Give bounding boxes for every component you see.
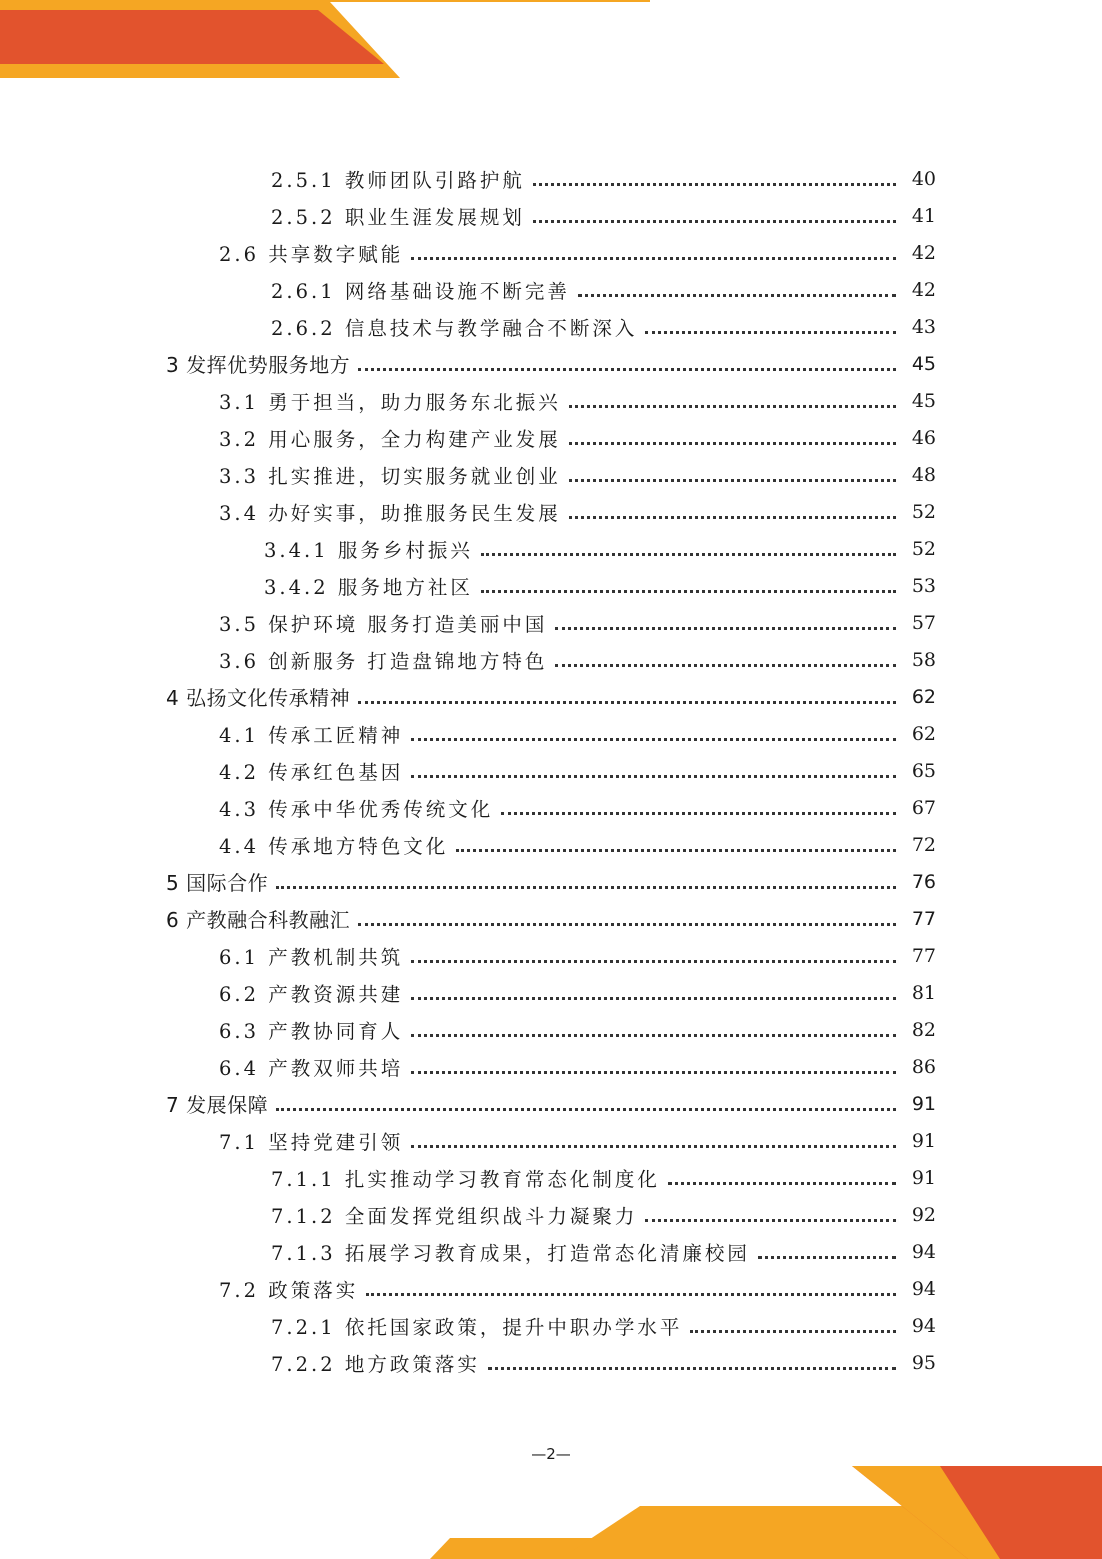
toc-entry-page: 91: [911, 1129, 936, 1152]
toc-dot-leader: [358, 701, 896, 704]
toc-entry-page: 94: [911, 1240, 936, 1263]
toc-entry-title: 4.3 传承中华优秀传统文化: [219, 797, 494, 821]
toc-entry[interactable]: [0, 1196, 1102, 1233]
toc-entry[interactable]: [0, 493, 1102, 530]
toc-entry[interactable]: [0, 271, 1102, 308]
toc-entry-title: 3.2 用心服务，全力构建产业发展: [219, 427, 561, 451]
toc-entry-page: 57: [911, 611, 936, 634]
toc-entry[interactable]: [0, 345, 1102, 382]
toc-entry[interactable]: [0, 567, 1102, 604]
toc-dot-leader: [481, 553, 896, 556]
toc-dot-leader: [555, 664, 896, 667]
toc-entry-title: 4.4 传承地方特色文化: [219, 834, 449, 858]
toc-entry[interactable]: [0, 530, 1102, 567]
toc-entry-page: 94: [911, 1314, 936, 1337]
toc-dot-leader: [569, 516, 896, 519]
toc-dot-leader: [690, 1330, 896, 1333]
toc-dot-leader: [456, 849, 896, 852]
toc-entry[interactable]: [0, 1122, 1102, 1159]
top-left-banner: [0, 0, 650, 80]
toc-entry-page: 72: [911, 833, 936, 856]
toc-entry-page: 91: [911, 1166, 936, 1189]
toc-entry-page: 40: [911, 167, 936, 190]
bottom-right-banner: [430, 1466, 1102, 1559]
page-number: —2—: [531, 1445, 571, 1463]
toc-dot-leader: [411, 1145, 896, 1148]
toc-dot-leader: [276, 1108, 896, 1111]
toc-dot-leader: [411, 1071, 896, 1074]
toc-entry-page: 42: [911, 241, 936, 264]
toc-entry-page: 86: [911, 1055, 936, 1078]
toc-entry-title: 4 弘扬文化传承精神: [166, 686, 351, 710]
toc-entry-page: 67: [911, 796, 936, 819]
toc-entry[interactable]: [0, 789, 1102, 826]
toc-dot-leader: [481, 590, 896, 593]
toc-entry-title: 7.2.2 地方政策落实: [271, 1352, 480, 1376]
toc-entry-title: 6.3 产教协同育人: [219, 1019, 404, 1043]
toc-entry[interactable]: [0, 234, 1102, 271]
toc-entry-title: 7.2.1 依托国家政策，提升中职办学水平: [271, 1315, 683, 1339]
toc-entry-page: 48: [911, 463, 936, 486]
toc-entry[interactable]: [0, 160, 1102, 197]
toc-entry-title: 2.5.1 教师团队引路护航: [271, 168, 525, 192]
toc-entry-title: 2.6.1 网络基础设施不断完善: [271, 279, 570, 303]
toc-dot-leader: [569, 442, 896, 445]
toc-entry[interactable]: [0, 456, 1102, 493]
toc-entry-title: 7.1.3 拓展学习教育成果，打造常态化清廉校园: [271, 1241, 750, 1265]
toc-entry[interactable]: [0, 1011, 1102, 1048]
toc-dot-leader: [569, 405, 896, 408]
toc-entry-title: 7.1.1 扎实推动学习教育常态化制度化: [271, 1167, 660, 1191]
toc-entry[interactable]: [0, 937, 1102, 974]
toc-entry-title: 3.6 创新服务 打造盘锦地方特色: [219, 649, 548, 673]
toc-entry-title: 3.5 保护环境 服务打造美丽中国: [219, 612, 548, 636]
toc-entry[interactable]: [0, 1270, 1102, 1307]
toc-dot-leader: [555, 627, 896, 630]
toc-entry[interactable]: [0, 641, 1102, 678]
toc-entry-page: 42: [911, 278, 936, 301]
toc-entry-page: 53: [911, 574, 936, 597]
toc-entry[interactable]: [0, 382, 1102, 419]
toc-entry[interactable]: [0, 604, 1102, 641]
toc-entry[interactable]: [0, 308, 1102, 345]
toc-entry[interactable]: [0, 752, 1102, 789]
toc-entry[interactable]: [0, 197, 1102, 234]
toc-entry-title: 7.1.2 全面发挥党组织战斗力凝聚力: [271, 1204, 638, 1228]
toc-dot-leader: [578, 294, 896, 297]
toc-dot-leader: [533, 183, 896, 186]
toc-dot-leader: [411, 775, 896, 778]
toc-entry[interactable]: [0, 826, 1102, 863]
toc-entry-title: 5 国际合作: [166, 871, 269, 895]
toc-entry-title: 3.1 勇于担当，助力服务东北振兴: [219, 390, 561, 414]
toc-entry[interactable]: [0, 419, 1102, 456]
toc-entry-page: 45: [911, 352, 936, 375]
toc-entry[interactable]: [0, 1085, 1102, 1122]
toc-entry[interactable]: [0, 974, 1102, 1011]
toc-entry-title: 3.4.2 服务地方社区: [264, 575, 473, 599]
toc-entry-page: 52: [911, 500, 936, 523]
toc-entry-page: 52: [911, 537, 936, 560]
toc-entry-title: 3.4 办好实事，助推服务民生发展: [219, 501, 561, 525]
toc-entry-title: 2.6.2 信息技术与教学融合不断深入: [271, 316, 638, 340]
toc-entry[interactable]: [0, 678, 1102, 715]
toc-dot-leader: [533, 220, 896, 223]
toc-dot-leader: [758, 1256, 896, 1259]
toc-entry-title: 6 产教融合科教融汇: [166, 908, 351, 932]
toc-entry-page: 82: [911, 1018, 936, 1041]
toc-dot-leader: [411, 1034, 896, 1037]
toc-entry[interactable]: [0, 1233, 1102, 1270]
toc-entry-page: 77: [911, 944, 936, 967]
toc-entry-title: 3.3 扎实推进，切实服务就业创业: [219, 464, 561, 488]
toc-entry-page: 92: [911, 1203, 936, 1226]
table-of-contents: [0, 160, 1102, 1381]
toc-dot-leader: [488, 1367, 896, 1370]
toc-entry-title: 3 发挥优势服务地方: [166, 353, 351, 377]
toc-dot-leader: [569, 479, 896, 482]
toc-entry-title: 2.6 共享数字赋能: [219, 242, 404, 266]
toc-entry[interactable]: [0, 1048, 1102, 1085]
toc-entry-page: 46: [911, 426, 936, 449]
toc-entry-page: 65: [911, 759, 936, 782]
toc-entry[interactable]: [0, 715, 1102, 752]
toc-entry[interactable]: [0, 900, 1102, 937]
toc-entry-page: 91: [911, 1092, 936, 1115]
toc-entry-title: 4.2 传承红色基因: [219, 760, 404, 784]
toc-entry-title: 2.5.2 职业生涯发展规划: [271, 205, 525, 229]
toc-dot-leader: [358, 923, 896, 926]
toc-dot-leader: [645, 331, 896, 334]
toc-entry[interactable]: [0, 1159, 1102, 1196]
toc-entry[interactable]: [0, 1307, 1102, 1344]
toc-entry-title: 6.4 产教双师共培: [219, 1056, 404, 1080]
toc-entry-page: 62: [911, 722, 936, 745]
toc-entry-page: 76: [911, 870, 936, 893]
toc-dot-leader: [276, 886, 896, 889]
toc-dot-leader: [411, 960, 896, 963]
toc-entry-page: 45: [911, 389, 936, 412]
toc-entry-page: 58: [911, 648, 936, 671]
toc-entry-page: 62: [911, 685, 936, 708]
toc-dot-leader: [501, 812, 896, 815]
toc-entry[interactable]: [0, 1344, 1102, 1381]
toc-dot-leader: [411, 257, 896, 260]
toc-entry-page: 81: [911, 981, 936, 1004]
toc-dot-leader: [411, 997, 896, 1000]
toc-entry-page: 95: [911, 1351, 936, 1374]
toc-entry-title: 6.2 产教资源共建: [219, 982, 404, 1006]
toc-dot-leader: [366, 1293, 896, 1296]
toc-entry[interactable]: [0, 863, 1102, 900]
toc-entry-title: 7 发展保障: [166, 1093, 269, 1117]
toc-entry-title: 3.4.1 服务乡村振兴: [264, 538, 473, 562]
toc-entry-title: 7.2 政策落实: [219, 1278, 359, 1302]
toc-dot-leader: [411, 738, 896, 741]
toc-entry-title: 6.1 产教机制共筑: [219, 945, 404, 969]
toc-entry-page: 41: [911, 204, 936, 227]
toc-entry-title: 7.1 坚持党建引领: [219, 1130, 404, 1154]
toc-entry-page: 43: [911, 315, 936, 338]
toc-dot-leader: [645, 1219, 896, 1222]
toc-dot-leader: [358, 368, 896, 371]
toc-entry-page: 77: [911, 907, 936, 930]
toc-entry-page: 94: [911, 1277, 936, 1300]
toc-entry-title: 4.1 传承工匠精神: [219, 723, 404, 747]
toc-dot-leader: [668, 1182, 896, 1185]
